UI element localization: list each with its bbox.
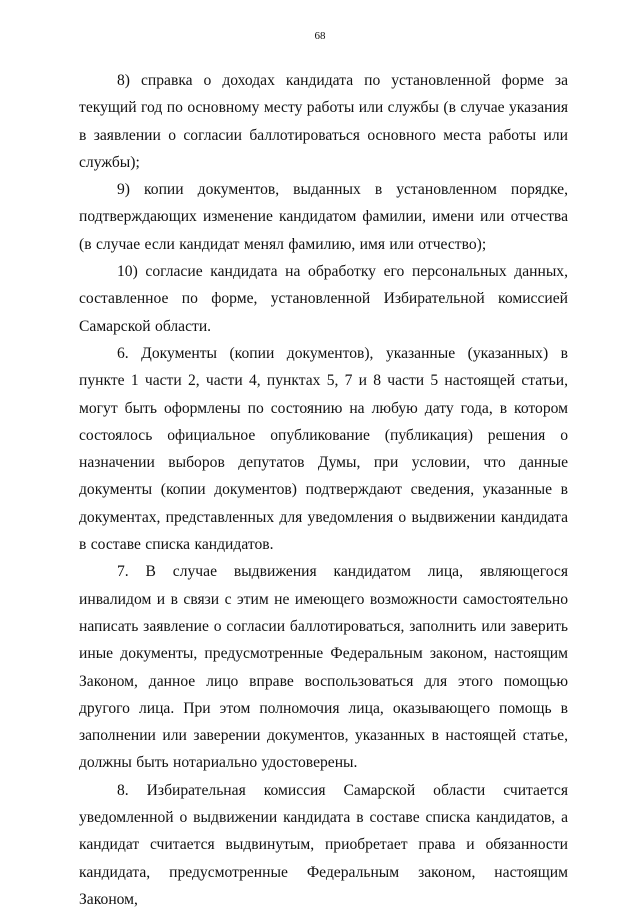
- paragraph-item-9-name-change-docs: 9) копии документов, выданных в установленном порядке, подтверждающих изменение кандидатом фамилии, имени или отчества (в случае если кандидат менял фамилию, имя или отчество);: [79, 181, 568, 253]
- paragraph-clause-6: 6. Документы (копии документов), указанные (указанных) в пункте 1 части 2, части 4, пунктах 5, 7 и 8 части 5 настоящей статьи, могут быть оформлены по состоянию на любую дату года, в котором состоялось официальное опубликование (публикация) решения о назначении выборов депутатов Думы, при условии, что данные документы (копии документов) подтверждают сведения, указанные в документах, представленных для уведомления о выдвижении кандидата в составе списка кандидатов.: [79, 344, 568, 554]
- paragraph-item-8-income-statement: 8) справка о доходах кандидата по установленной форме за текущий год по основному месту работы или службы (в случае указания в заявлении о согласии баллотироваться основного места работы или службы);: [79, 72, 568, 171]
- paragraph-clause-8: 8. Избирательная комиссия Самарской области считается уведомленной о выдвижении кандидата в составе списка кандидатов, а кандидат считается выдвинутым, приобретает права и обязанности кандидата, предусмотренные Федеральным законом, настоящим Законом,: [79, 781, 568, 908]
- page-number: 68: [314, 30, 326, 42]
- document-body: [79, 67, 568, 913]
- paragraph-clause-7: 7. В случае выдвижения кандидатом лица, являющегося инвалидом и в связи с этим не имеющего возможности самостоятельно написать заявление о согласии баллотироваться, заполнить или заверить иные документы, предусмотренные Федеральным законом, настоящим Законом, данное лицо вправе воспользоваться для этого помощью другого лица. При этом полномочия лица, оказывающего помощь в заполнении или заверении документов, указанных в настоящей статье, должны быть нотариально удостоверены.: [79, 563, 568, 772]
- paragraph-item-10-personal-data-consent: 10) согласие кандидата на обработку его персональных данных, составленное по форме, установленной Избирательной комиссией Самарской области.: [79, 263, 568, 335]
